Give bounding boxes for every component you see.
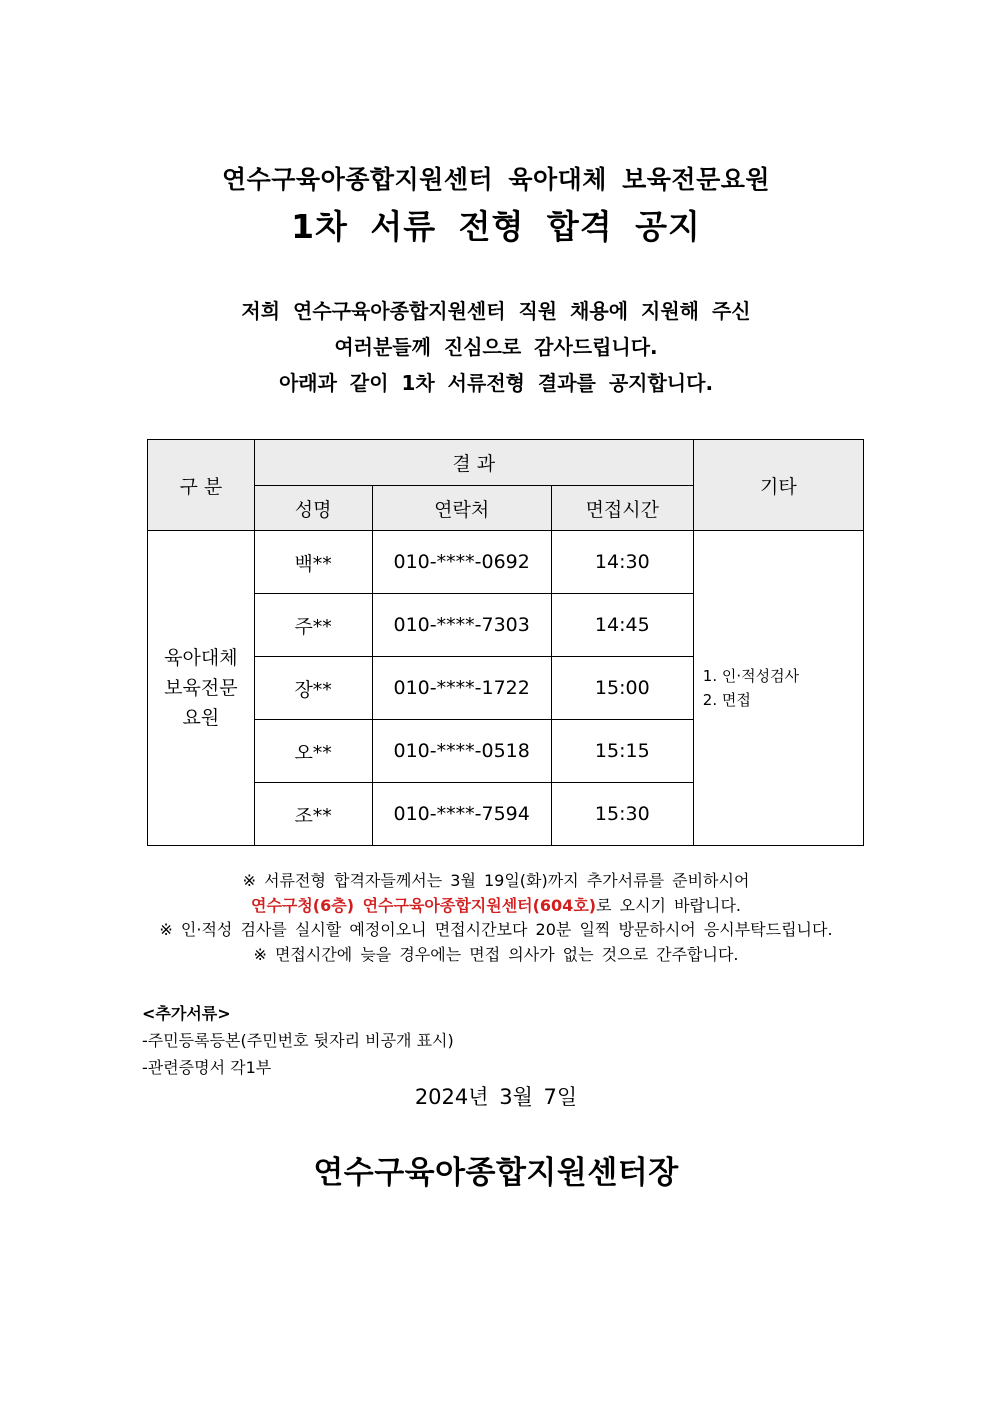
intro-paragraph — [0, 293, 992, 401]
applicant-contact: 010-****-7594 — [372, 783, 551, 846]
category-line: 육아대체 — [164, 647, 238, 669]
notice-title-line1: 연수구육아종합지원센터 육아대체 보육전문요원 — [221, 165, 771, 194]
notes-block — [0, 869, 992, 967]
etc-cell — [693, 531, 863, 846]
applicant-name: 오** — [254, 720, 372, 783]
intro-line: 여러분들께 진심으로 감사드립니다. — [334, 335, 658, 359]
applicant-name: 백** — [254, 531, 372, 594]
applicant-contact: 010-****-1722 — [372, 657, 551, 720]
etc-item: 1. 인·적성검사 — [702, 667, 800, 685]
applicant-contact: 010-****-0518 — [372, 720, 551, 783]
notice-title-line2: 1차 서류 전형 합격 공지 — [291, 207, 701, 246]
category-header: 구 분 — [148, 440, 255, 531]
extra-documents-heading: <추가서류> — [142, 1004, 231, 1023]
applicant-name: 장** — [254, 657, 372, 720]
notice-date: 2024년 3월 7일 — [414, 1085, 578, 1109]
intro-line: 아래과 같이 1차 서류전형 결과를 공지합니다. — [278, 371, 714, 395]
result-header: 결 과 — [254, 440, 693, 486]
category-line: 요원 — [182, 707, 220, 729]
location-highlight: 연수구청(6층) 연수구육아종합지원센터(604호) — [250, 895, 597, 915]
interview-time: 15:30 — [551, 783, 693, 846]
extra-document-item: -주민등록등본(주민번호 뒷자리 비공개 표시) — [142, 1031, 454, 1050]
result-table — [147, 439, 864, 846]
extra-documents — [142, 1000, 454, 1081]
intro-line: 저희 연수구육아종합지원센터 직원 채용에 지원해 주신 — [241, 299, 751, 323]
interview-time: 15:15 — [551, 720, 693, 783]
interview-time: 15:00 — [551, 657, 693, 720]
etc-item: 2. 면접 — [702, 691, 751, 709]
name-header: 성명 — [254, 486, 372, 531]
applicant-contact: 010-****-0692 — [372, 531, 551, 594]
interview-time-header: 면접시간 — [551, 486, 693, 531]
location-rest: 로 오시기 바랍니다. — [596, 895, 741, 915]
extra-document-item: -관련증명서 각1부 — [142, 1058, 272, 1077]
applicant-contact: 010-****-7303 — [372, 594, 551, 657]
signer-name: 연수구육아종합지원센터장 — [313, 1155, 679, 1191]
interview-time: 14:45 — [551, 594, 693, 657]
applicant-name: 조** — [254, 783, 372, 846]
note-line: ※ 면접시간에 늦을 경우에는 면접 의사가 없는 것으로 간주합니다. — [253, 944, 739, 964]
contact-header: 연락처 — [372, 486, 551, 531]
applicant-name: 주** — [254, 594, 372, 657]
table-row — [148, 531, 864, 594]
note-line: ※ 서류전형 합격자들께서는 3월 19일(화)까지 추가서류를 준비하시어 — [242, 871, 750, 890]
category-cell — [148, 531, 255, 846]
category-line: 보육전문 — [164, 677, 238, 699]
interview-time: 14:30 — [551, 531, 693, 594]
note-line: ※ 인·적성 검사를 실시할 예정이오니 면접시간보다 20분 일찍 방문하시어 응시부탁드립니다. — [159, 920, 833, 939]
etc-header: 기타 — [693, 440, 863, 531]
note-line-location — [0, 894, 992, 919]
